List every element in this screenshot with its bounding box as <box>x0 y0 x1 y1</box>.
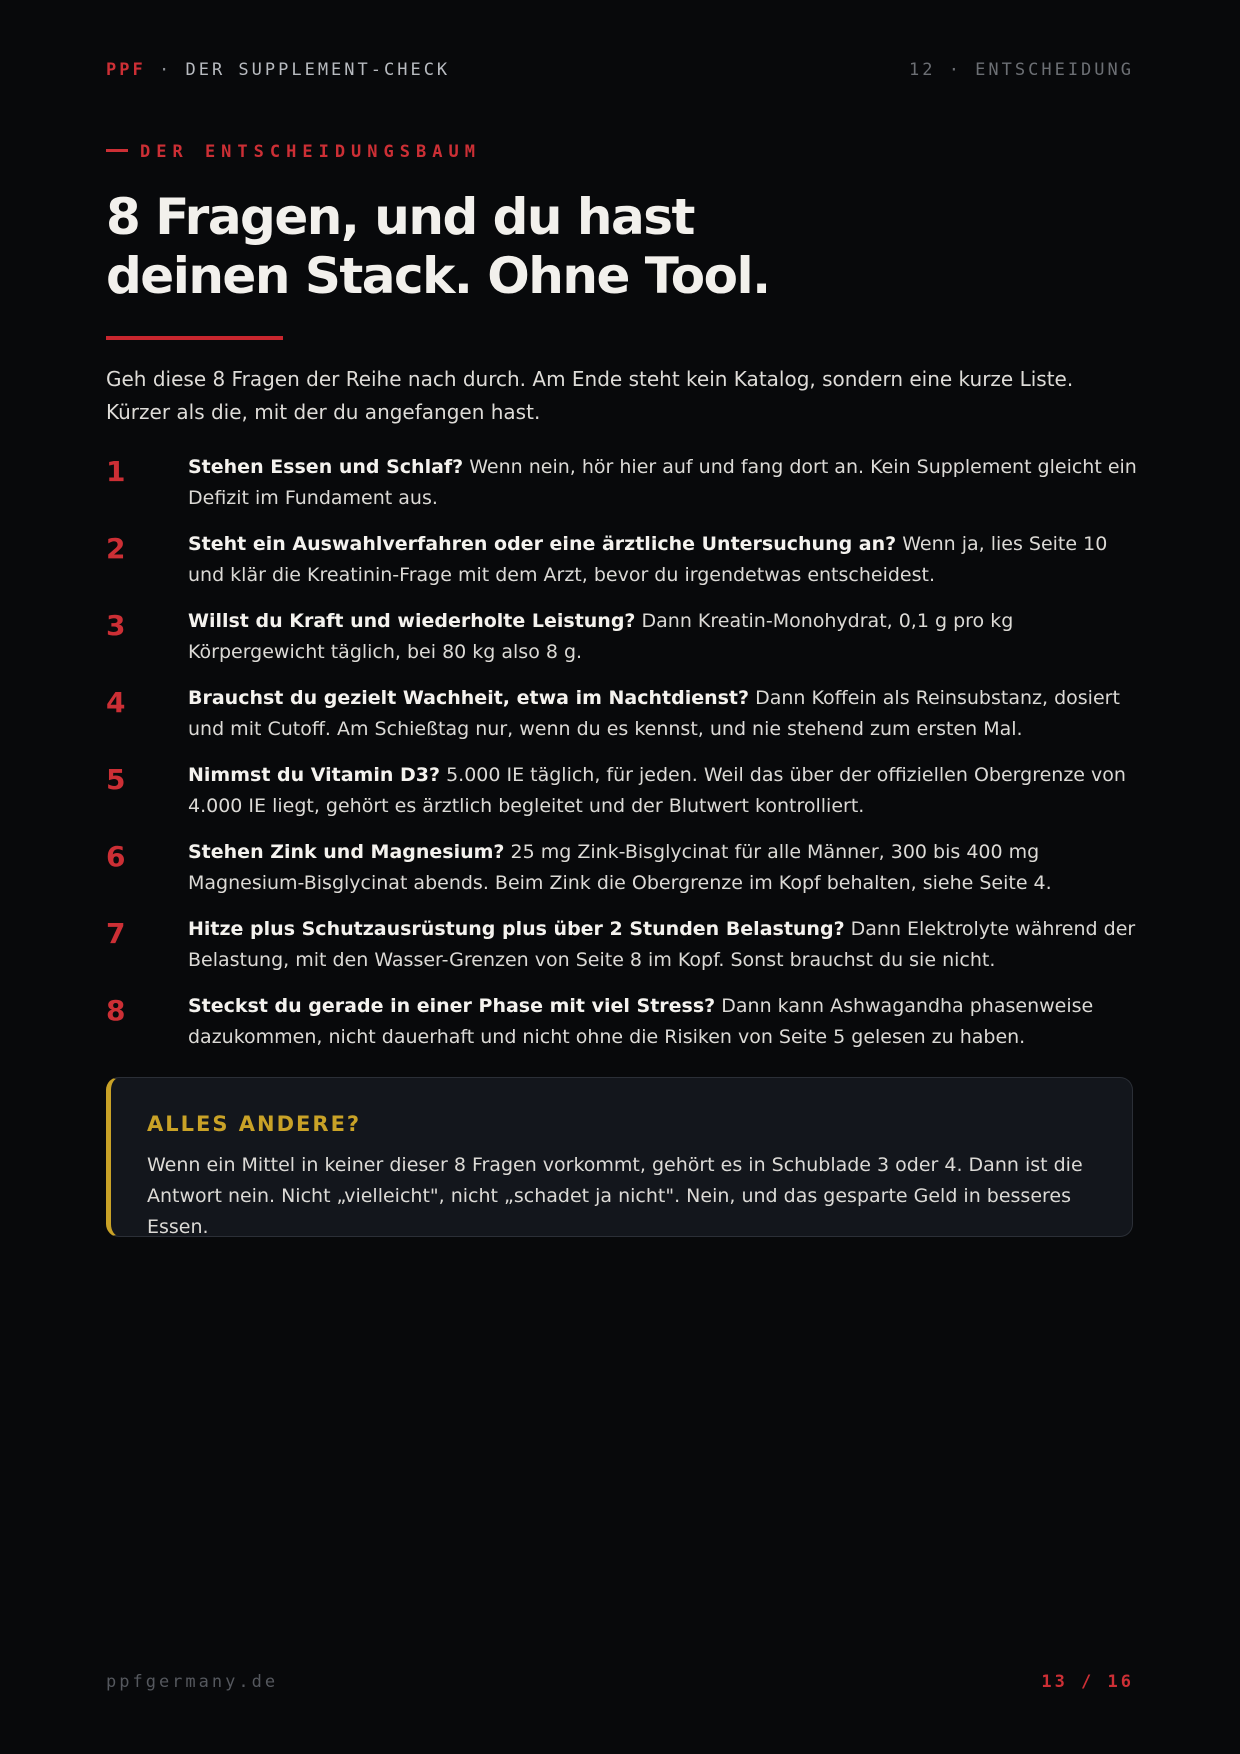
question-text <box>188 529 1148 591</box>
question-lead: Hitze plus Schutzausrüstung plus über 2 Stunden Belastung? <box>188 918 845 940</box>
question-answer: Dann Elektrolyte während der Belastung, mit den Wasser-Grenzen von Seite 8 im Kopf. Sonst brauchst du sie nicht. <box>188 918 1136 971</box>
question-number: 1 <box>106 455 126 488</box>
page-footer <box>106 1672 1134 1694</box>
question-lead: Steckst du gerade in einer Phase mit viel Stress? <box>188 995 716 1017</box>
question-text <box>188 760 1148 822</box>
question-text <box>188 606 1148 668</box>
header-separator: · <box>158 60 173 80</box>
question-number: 4 <box>106 686 126 719</box>
question-answer: Dann Koffein als Reinsubstanz, dosiert und mit Cutoff. Am Schießtag nur, wenn du es kennst, und nie stehend zum ersten Mal. <box>188 687 1120 740</box>
question-lead: Steht ein Auswahlverfahren oder eine ärztliche Untersuchung an? <box>188 533 897 555</box>
question-lead: Brauchst du gezielt Wachheit, etwa im Nachtdienst? <box>188 687 750 709</box>
question-number: 5 <box>106 763 126 796</box>
question-lead: Nimmst du Vitamin D3? <box>188 764 441 786</box>
question-answer: Dann kann Ashwagandha phasenweise dazukommen, nicht dauerhaft und nicht ohne die Risiken von Seite 5 gelesen zu haben. <box>188 995 1094 1048</box>
question-answer: Wenn nein, hör hier auf und fang dort an. Kein Supplement gleicht ein Defizit im Fundament aus. <box>188 456 1137 509</box>
question-answer: 5.000 IE täglich, für jeden. Weil das über der offiziellen Obergrenze von 4.000 IE liegt, gehört es ärztlich begleitet und der Blutwert kontrolliert. <box>188 764 1126 817</box>
title-underline <box>106 336 283 340</box>
question-text <box>188 452 1148 514</box>
question-answer: 25 mg Zink-Bisglycinat für alle Männer, 300 bis 400 mg Magnesium-Bisglycinat abends. Beim Zink die Obergrenze im Kopf behalten, siehe Seite 4. <box>188 841 1052 894</box>
page-number: 13 / 16 <box>1041 1672 1134 1692</box>
kicker-text: DER ENTSCHEIDUNGSBAUM <box>140 142 481 162</box>
intro-paragraph: Geh diese 8 Fragen der Reihe nach durch. Am Ende steht kein Katalog, sondern eine kurze Liste. Kürzer als die, mit der du angefangen hast. <box>106 367 1074 424</box>
question-text <box>188 991 1148 1053</box>
kicker-dash <box>106 149 128 152</box>
callout-body: Wenn ein Mittel in keiner dieser 8 Fragen vorkommt, gehört es in Schublade 3 oder 4. Dann ist die Antwort nein. Nicht „vielleicht", nicht „schadet ja nicht". Nein, und das gesparte Geld in besseres Essen. <box>147 1154 1083 1238</box>
document-title: DER SUPPLEMENT-CHECK <box>185 60 451 80</box>
question-number: 2 <box>106 532 126 565</box>
question-answer: Dann Kreatin-Monohydrat, 0,1 g pro kg Körpergewicht täglich, bei 80 kg also 8 g. <box>188 610 1014 663</box>
section-kicker <box>106 142 481 162</box>
question-number: 6 <box>106 840 126 873</box>
question-number: 7 <box>106 917 126 950</box>
title-line-1: 8 Fragen, und du hast <box>106 188 694 246</box>
brand-label: PPF <box>106 60 146 80</box>
question-text <box>188 683 1148 745</box>
page-title <box>106 188 1006 306</box>
question-lead: Stehen Zink und Magnesium? <box>188 841 505 863</box>
header-left <box>106 60 450 80</box>
question-number: 8 <box>106 994 126 1027</box>
page-header <box>106 60 1134 82</box>
question-lead: Stehen Essen und Schlaf? <box>188 456 464 478</box>
question-lead: Willst du Kraft und wiederholte Leistung? <box>188 610 636 632</box>
footer-site: ppfgermany.de <box>106 1672 279 1692</box>
question-text <box>188 914 1148 976</box>
question-text <box>188 837 1148 899</box>
question-answer: Wenn ja, lies Seite 10 und klär die Kreatinin-Frage mit dem Arzt, bevor du irgendetwas entscheidest. <box>188 533 1108 586</box>
question-number: 3 <box>106 609 126 642</box>
callout-title: ALLES ANDERE? <box>147 1112 362 1136</box>
title-line-2: deinen Stack. Ohne Tool. <box>106 247 770 305</box>
section-label: 12 · ENTSCHEIDUNG <box>909 60 1134 80</box>
callout-box <box>106 1077 1133 1237</box>
